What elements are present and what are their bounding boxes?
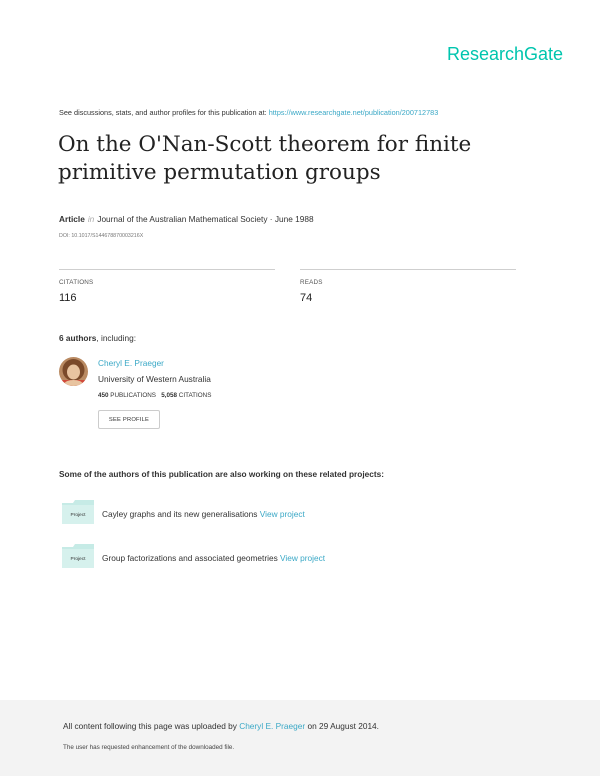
- project-folder-label: Project: [70, 557, 86, 562]
- reads-label: READS: [300, 279, 323, 286]
- author-publications-label: PUBLICATIONS: [110, 392, 156, 399]
- upload-prefix: All content following this page was uploaded by: [63, 721, 237, 731]
- citations-divider: [59, 269, 275, 270]
- doi: DOI: 10.1017/S144678870003216X: [59, 233, 144, 239]
- authors-heading: [59, 333, 136, 343]
- citations-value: 116: [59, 292, 77, 304]
- citations-label: CITATIONS: [59, 279, 94, 286]
- project-folder-label: Project: [70, 513, 86, 518]
- project-item: [102, 509, 305, 519]
- project-folder-icon: [62, 544, 94, 568]
- uploader-link[interactable]: Cheryl E. Praeger: [239, 721, 306, 731]
- reads-divider: [300, 269, 516, 270]
- view-project-link[interactable]: View project: [280, 553, 326, 563]
- researchgate-logo[interactable]: ResearchGate: [447, 44, 564, 64]
- author-citations-label: CITATIONS: [178, 392, 212, 399]
- project-title: Cayley graphs and its new generalisations: [102, 509, 258, 519]
- projects-heading: Some of the authors of this publication are also working on these related projects:: [59, 469, 385, 479]
- author-publications-count: 450: [98, 392, 109, 399]
- publication-type: Article: [59, 214, 85, 224]
- project-folder-icon: [62, 500, 94, 524]
- author-institution: University of Western Australia: [98, 374, 211, 384]
- view-project-link[interactable]: View project: [259, 509, 305, 519]
- avatar[interactable]: [59, 357, 88, 386]
- author-name[interactable]: Cheryl E. Praeger: [98, 358, 164, 368]
- authors-including: , including:: [96, 333, 137, 343]
- publication-link[interactable]: https://www.researchgate.net/publication/200712783: [268, 108, 439, 117]
- see-profile-button[interactable]: SEE PROFILE: [98, 410, 160, 429]
- project-title: Group factorizations and associated geometries: [102, 553, 278, 563]
- authors-count: 6 authors: [59, 333, 97, 343]
- publication-title: On the O'Nan-Scott theorem for finite primitive permutation groups: [58, 132, 472, 185]
- enhancement-note: The user has requested enhancement of the downloaded file.: [63, 744, 235, 751]
- project-item: [102, 553, 325, 563]
- footer: [0, 700, 600, 776]
- publication-meta: [59, 214, 314, 224]
- author-stats: [98, 392, 211, 399]
- discussion-line: [59, 108, 438, 117]
- journal-info[interactable]: Journal of the Australian Mathematical Society · June 1988: [97, 214, 314, 224]
- reads-value: 74: [300, 292, 313, 304]
- upload-note: [63, 721, 379, 731]
- discussion-prefix: See discussions, stats, and author profiles for this publication at:: [59, 108, 267, 117]
- in-label: in: [87, 214, 95, 224]
- author-citations-count: 5,058: [161, 392, 178, 399]
- upload-suffix: on 29 August 2014.: [307, 721, 379, 731]
